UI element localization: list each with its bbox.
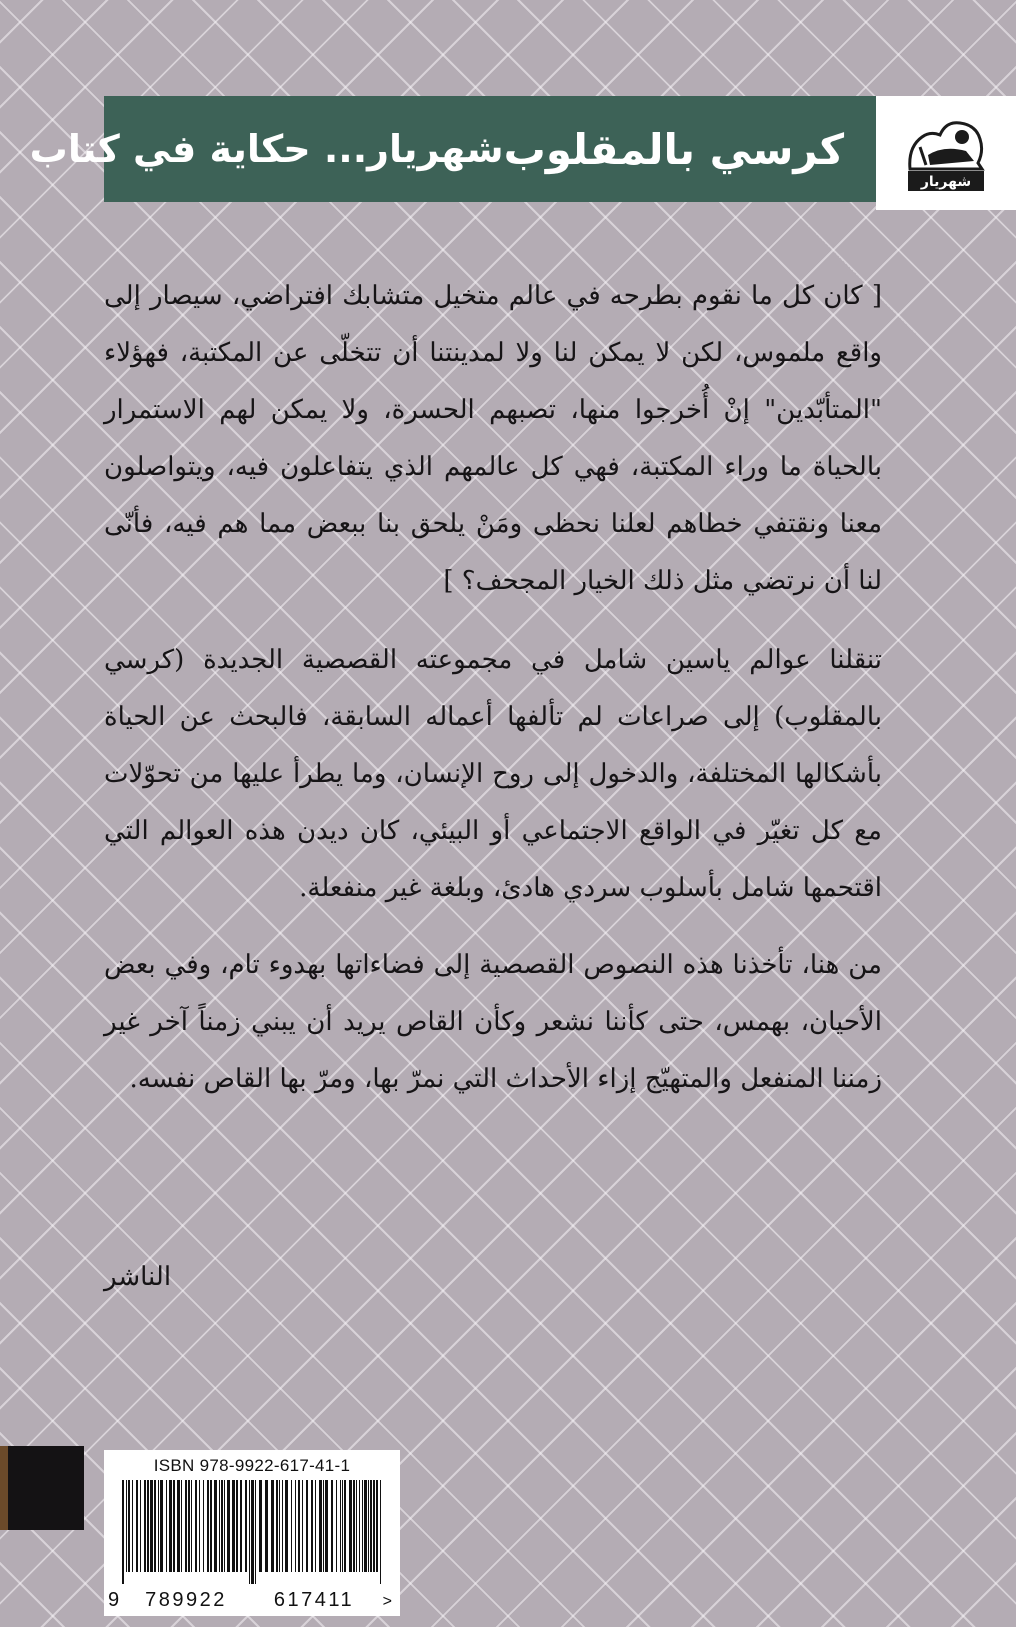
shahriyar-reclining-figure-icon [900,107,992,199]
header-band [29,96,876,202]
publisher-signature: الناشر [104,1262,172,1292]
barcode-digits-right: 617411 [273,1589,355,1611]
barcode-quiet-zone-mark: > [382,1593,392,1610]
series-tagline: شهريار... حكاية في كتاب [29,127,504,171]
logo-text: شهريار [920,174,972,190]
barcode-digits [108,1589,396,1612]
blurb-paragraph-1: تنقلنا عوالم ياسين شامل في مجموعته القصصية الجديدة (كرسي بالمقلوب) إلى صراعات لم تألفها أعماله السابقة، فالبحث عن الحياة بأشكالها المختلفة، والدخول إلى روح الإنسان، وما يطرأ عليها من تحوّلات مع كل تغيّر في الواقع الاجتماعي أو البيئي، كان ديدن هذه العوالم التي اقتحمها شامل بأسلوب سردي هادئ، وبلغة غير منفعلة. [104,645,882,903]
book-title: كرسي بالمقلوب [503,124,844,174]
barcode-digits-left: 789922 [145,1589,227,1611]
blurb-paragraph-2: من هنا، تأخذنا هذه النصوص القصصية إلى فضاءاتها بهدوء تام، وفي بعض الأحيان، بهمس، حتى كأننا نشعر وكأن القاص يريد أن يبني زمناً آخر غير زمننا المنفعل والمتهيّج إزاء الأحداث التي نمرّ بها، ومرّ بها القاص نفسه. [104,950,882,1094]
publisher-logo [876,96,1016,210]
blurb [104,268,882,1126]
isbn-text: ISBN 978-9922-617-41-1 [153,1456,351,1475]
barcode-box [104,1450,400,1616]
barcode-digit-first: 9 [108,1589,120,1611]
color-square [0,1446,84,1530]
barcode-icon [118,1480,386,1584]
blurb-quote: [ كان كل ما نقوم بطرحه في عالم متخيل متشابك افتراضي، سيصار إلى واقع ملموس، لكن لا يمكن لنا ولا لمدينتنا أن تتخلّى عن المكتبة، فهؤلاء "المتأبّدين" إنْ أُخرجوا منها، تصبهم الحسرة، ولا يمكن لهم الاستمرار بالحياة ما وراء المكتبة، فهي كل عالمهم الذي يتفاعلون فيه، ويتواصلون معنا ونقتفي خطاهم لعلنا نحظى ومَنْ يلحق بنا ببعض مما هم فيه، فأنّى لنا أن نرتضي مثل ذلك الخيار المجحف؟ ] [104,281,882,596]
